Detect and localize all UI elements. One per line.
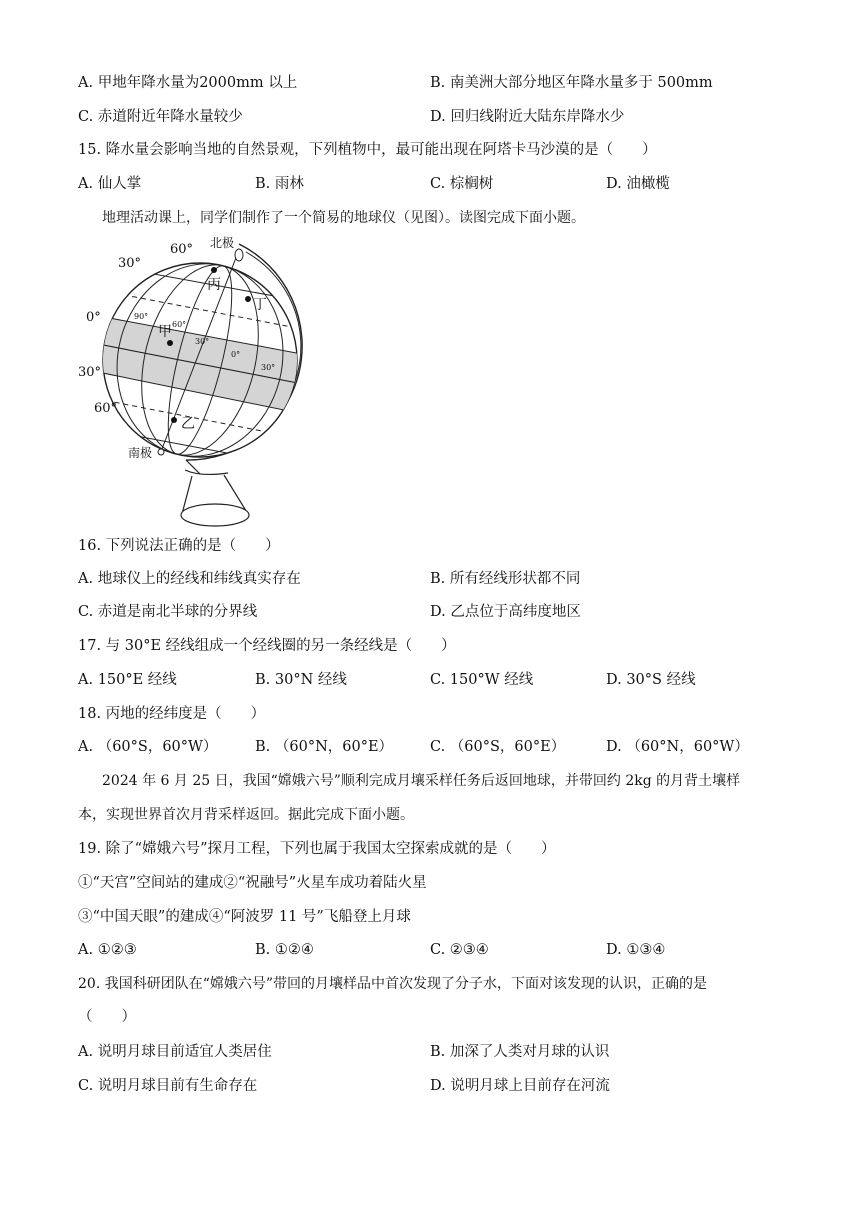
q19-option-c: C. ②③④ [430,942,489,958]
south-pole-cap [158,449,164,455]
q18-option-d: D. （60°N，60°W） [606,739,749,755]
q17-option-c: C. 150°W 经线 [430,672,534,688]
globe-figure [78,232,323,532]
lat-label-30s: 30° [78,365,102,380]
lon-label-90: 90° [134,312,149,321]
q20-stem: 20. 我国科研团队在“嫦娥六号”带回的月壤样品中首次发现了分子水，下面对该发现的认识，正确的是 [78,976,708,992]
south-pole-label: 南极 [128,446,153,460]
point-ding-dot [245,296,251,302]
q19-stem: 19. 除了“嫦娥六号”探月工程，下列也属于我国太空探索成就的是（ ） [78,841,556,857]
point-yi-label: 乙 [181,416,195,432]
point-bing-dot [211,267,217,273]
point-jia-dot [167,340,173,346]
lon-label-0: 0° [231,350,241,359]
q16-option-c: C. 赤道是南北半球的分界线 [78,604,258,620]
q15-option-b: B. 雨林 [255,176,304,192]
q18-option-b: B. （60°N，60°E） [255,739,394,755]
q15-option-d: D. 油橄榄 [606,176,670,192]
q20-stem-cont: （ ） [78,1009,136,1025]
q20-option-c: C. 说明月球目前有生命存在 [78,1078,258,1094]
q15-stem: 15. 降水量会影响当地的自然景观，下列植物中，最可能出现在阿塔卡马沙漠的是（ ） [78,142,657,158]
q20-option-d: D. 说明月球上目前存在河流 [430,1078,610,1094]
q17-option-d: D. 30°S 经线 [606,672,696,688]
q18-option-c: C. （60°S，60°E） [430,739,566,755]
q17-stem: 17. 与 30°E 经线组成一个经线圈的另一条经线是（ ） [78,638,456,654]
q19-option-a: A. ①②③ [78,942,137,958]
q18-option-a: A. （60°S，60°W） [78,739,218,755]
q16-stem: 16. 下列说法正确的是（ ） [78,538,280,554]
lon-label-30-east: 30° [261,363,276,372]
lon-label-30-west: 30° [195,337,210,346]
globe-intro: 地理活动课上，同学们制作了一个简易的地球仪（见图）。读图完成下面小题。 [102,210,585,226]
point-bing-label: 丙 [207,277,221,293]
q14-option-a: A. 甲地年降水量为2000mm 以上 [78,75,298,91]
q15-option-a: A. 仙人掌 [78,176,142,192]
lat-label-30n: 30° [118,256,142,271]
north-pole-cap [235,249,243,261]
q19-item-line1: ①“天宫”空间站的建成②“祝融号”火星车成功着陆火星 [78,875,427,891]
q17-option-a: A. 150°E 经线 [78,672,177,688]
q16-option-d: D. 乙点位于高纬度地区 [430,604,581,620]
q18-stem: 18. 丙地的经纬度是（ ） [78,706,266,722]
change6-intro-line1: 2024 年 6 月 25 日，我国“嫦娥六号”顺利完成月壤采样任务后返回地球，并带回约 2kg 的月背土壤样 [102,773,741,789]
q16-option-b: B. 所有经线形状都不同 [430,571,581,587]
lat-label-60n: 60° [170,242,194,257]
q20-option-a: A. 说明月球目前适宜人类居住 [78,1044,272,1060]
stand-base [181,504,249,526]
lat-label-0: 0° [86,310,101,325]
q19-item-line2: ③“中国天眼”的建成④“阿波罗 11 号”飞船登上月球 [78,909,411,925]
lat-label-60s: 60° [94,401,118,416]
q20-option-b: B. 加深了人类对月球的认识 [430,1044,610,1060]
q19-option-d: D. ①③④ [606,942,666,958]
point-yi-dot [171,417,177,423]
q14-option-c: C. 赤道附近年降水量较少 [78,109,243,125]
north-pole-label: 北极 [210,236,235,250]
q16-option-a: A. 地球仪上的经线和纬线真实存在 [78,571,301,587]
lon-label-60: 60° [172,320,187,329]
point-ding-label: 丁 [253,297,267,313]
q17-option-b: B. 30°N 经线 [255,672,347,688]
q14-option-b: B. 南美洲大部分地区年降水量多于 500mm [430,75,713,91]
q14-option-d: D. 回归线附近大陆东岸降水少 [430,109,625,125]
point-jia-label: 甲 [158,324,172,340]
change6-intro-line2: 本，实现世界首次月背采样返回。据此完成下面小题。 [78,807,414,823]
q15-option-c: C. 棕榈树 [430,176,494,192]
q19-option-b: B. ①②④ [255,942,314,958]
